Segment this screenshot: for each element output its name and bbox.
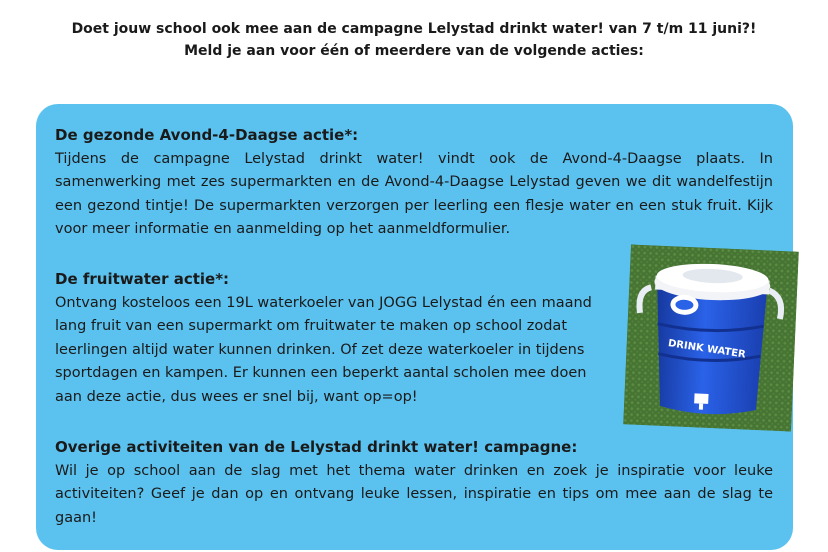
cooler-label: DRINK WATER (667, 338, 747, 361)
section-body: Wil je op school aan de slag met het thema water drinken en zoek je inspiratie voor leuke activiteiten? Geef je dan op en ontvang leuke lessen, inspiratie en tips om mee aan de slag te gaan! (55, 462, 773, 526)
section-fruitwater (55, 268, 615, 409)
intro-line-1: Doet jouw school ook mee aan de campagne Lelystad drinkt water! van 7 t/m 11 juni?! (71, 21, 757, 37)
water-cooler-photo (623, 244, 799, 431)
section-title: De fruitwater actie*: (55, 270, 230, 288)
section-body: Ontvang kosteloos een 19L waterkoeler van JOGG Lelystad én een maand lang fruit van een supermarkt om fruitwater te maken op school zodat leerlingen altijd water kunnen drinken. Of zet deze waterkoeler in tijdens sportdagen en kampen. Er kunnen een beperkt aantal scholen mee doen aan deze actie, dus wees er snel bij, want op=op! (55, 294, 592, 405)
section-avond-4-daagse (55, 124, 773, 242)
section-title: De gezonde Avond-4-Daagse actie*: (55, 126, 359, 144)
intro-text (0, 18, 828, 62)
section-overige-activiteiten (55, 436, 773, 530)
section-body: Tijdens de campagne Lelystad drinkt water! vindt ook de Avond-4-Daagse plaats. In samenwerking met zes supermarkten en de Avond-4-Daagse Lelystad geven we dit wandelfestijn een gezond tintje! De supermarkten verzorgen per leerling een flesje water en een stuk fruit. Kijk voor meer informatie en aanmelding op het aanmeldformulier. (55, 150, 773, 237)
intro-line-2: Meld je aan voor één of meerdere van de volgende acties: (184, 43, 644, 59)
section-title: Overige activiteiten van de Lelystad drinkt water! campagne: (55, 438, 578, 456)
tap-icon (694, 393, 708, 404)
